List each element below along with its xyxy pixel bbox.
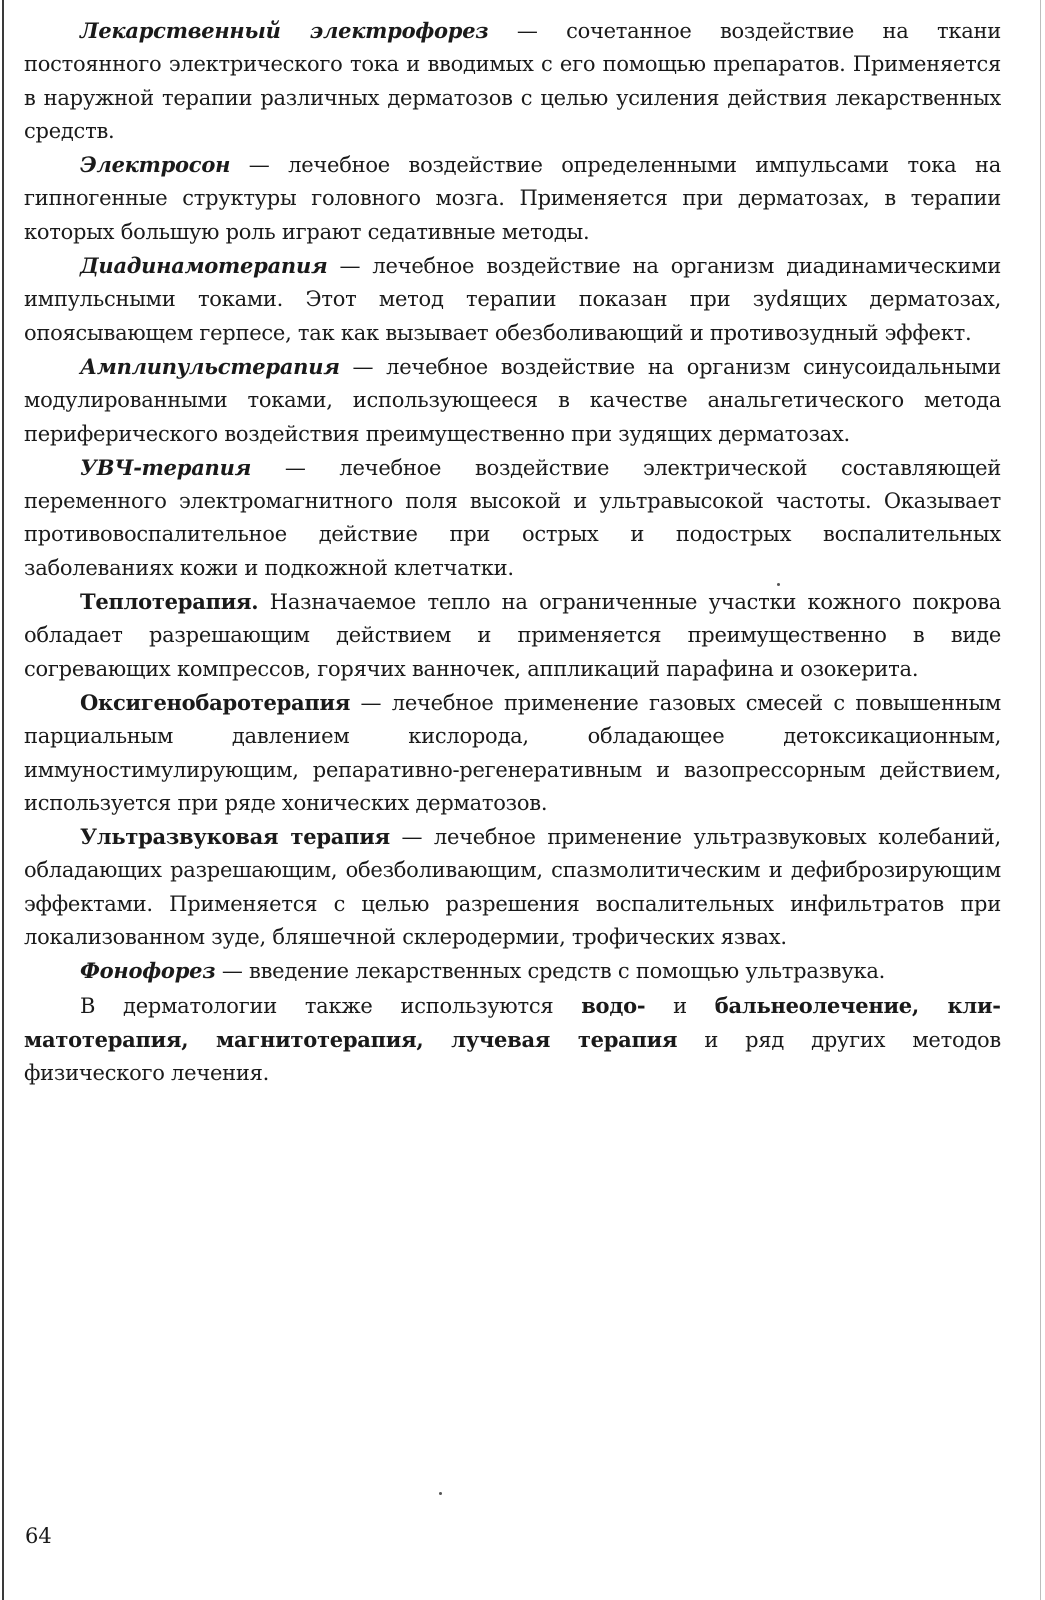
- term: УВЧ-терапия: [80, 454, 252, 480]
- paragraph-heat-therapy: [24, 585, 1001, 686]
- paragraph-diadynamic-therapy: [24, 249, 1001, 350]
- paragraph-closing: [24, 989, 1001, 1091]
- paragraph-ultrasound-therapy: [24, 820, 1001, 954]
- paragraph-electrosleep: [24, 148, 1001, 249]
- paragraph-oxygen-barotherapy: [24, 686, 1001, 820]
- definition: — лечебное воздействие электрической составляющей переменного электромагнитного поля высокой и ультравысокой частоты. Оказывает противовоспалительное действие при острых и подострых воспалительных заболеваниях кожи и подкожной клетчатки.: [24, 455, 1001, 580]
- paragraph-electrophoresis: [24, 14, 1001, 148]
- closing-terms: бальнеолечение, климатотерапия, магнитотерапия, лучевая терапия: [24, 992, 1001, 1052]
- page-right-border: [1040, 0, 1041, 1600]
- term: Оксигенобаротерапия: [80, 689, 351, 715]
- page-number: 64: [25, 1524, 52, 1548]
- definition: — сочетанное воздействие на ткани постоянного электрического тока и вводимых с его помощью препаратов. Применяется в наружной терапии различных дерматозов с целью усиления действия лекарственных средств.: [24, 19, 1002, 143]
- term: Теплотерапия.: [80, 589, 259, 615]
- closing-lead: В дерматологии также используются: [80, 993, 582, 1018]
- definition: — введение лекарственных средств с помощью ультразвука.: [215, 959, 886, 984]
- definition: — лечебное применение ультразвуковых колебаний, обладающих разрешающим, обезболивающим, спазмолитическим и дефиброзирующим эффектами. Применяется с целью разрешения воспалительных инфильтратов при локализованном зуде, бляшечной склеродермии, трофических язвах.: [24, 825, 1001, 950]
- term: Амплипульстерапия: [80, 353, 340, 379]
- definition: Назначаемое тепло на ограниченные участки кожного покрова обладает разрешающим действием и применяется преимущественно в виде согревающих компрессов, горячих ванночек, аппликаций парафина и озокерита.: [24, 590, 1001, 681]
- closing-term-water: водо-: [581, 992, 646, 1018]
- term: Лекарственный электрофорез: [80, 18, 489, 43]
- paragraph-uhf-therapy: [24, 451, 1001, 585]
- print-speck: [439, 1492, 442, 1495]
- closing-conjunction: и: [645, 993, 715, 1018]
- term: Электросон: [80, 152, 231, 178]
- paragraph-amplipulse-therapy: [24, 350, 1001, 451]
- term: Ультразвуковая терапия: [80, 824, 390, 850]
- definition: — лечебное воздействие определенными импульсами тока на гипногенные структуры головного мозга. Применяется при дерматозах, в терапии которых большую роль играют седативные методы.: [24, 153, 1001, 244]
- page-left-border: [2, 0, 4, 1600]
- paragraph-phonophoresis: [24, 954, 1001, 988]
- term: Диадинамотерапия: [80, 253, 328, 279]
- definition: — лечебное воздействие на организм диадинамическими импульсными токами. Этот метод терапии показан при зуdящих дерматозах, опоясывающем герпесе, так как вызывает обезболивающий и противозудный эффект.: [24, 254, 1001, 345]
- body-text: [24, 14, 1001, 1091]
- term: Фонофорез: [80, 958, 216, 984]
- definition: — лечебное применение газовых смесей с повышенным парциальным давлением кислорода, обладающее детоксикационным, иммуностимулирующим, репаративно-регенеративным и вазопрессорным действием, используется при ряде хонических дерматозов.: [24, 690, 1001, 815]
- closing-tail: и ряд других методов физического лечения.: [24, 1027, 1002, 1086]
- definition: — лечебное воздействие на организм синусоидальными модулированными токами, использующееся в качестве анальгетического метода периферического воздействия преимущественно при зудящих дерматозах.: [24, 354, 1001, 446]
- print-speck: [777, 583, 780, 586]
